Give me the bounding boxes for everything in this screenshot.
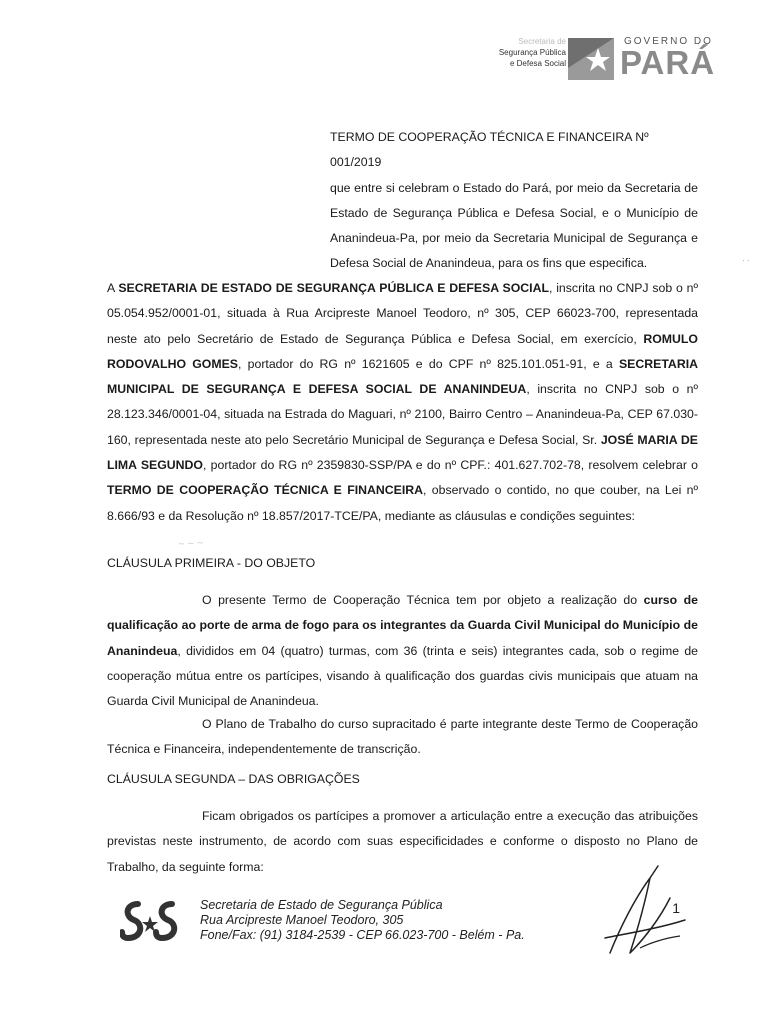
document-subtitle: que entre si celebram o Estado do Pará, por meio da Secretaria de Estado de Segurança Pública e Defesa Social, e o Município de Ananindeua-Pa, por meio da Secretaria Municipal de Segurança e Defesa Social de Ananindeua, para os fins que especifica. [330,180,698,271]
secretario-estado-name: ROMULO RODOVALHO GOMES [107,331,698,371]
clause2-paragraph1: Ficam obrigados os partícipes a promover a articulação entre a execução das atribuições previstas neste instrumento, de acordo com suas especificidades e conforme o disposto no Plano de Trabalho, da seguinte forma: [107,809,698,874]
sesp-logo-icon [120,898,180,950]
margin-mark: · · [742,256,750,265]
clause1-paragraph2: O Plano de Trabalho do curso supracitado é parte integrante deste Termo de Cooperação Técnica e Financeira, independentemente de transcrição. [107,717,698,757]
para-star-flag-icon [568,38,614,80]
preamble-paragraph: A SECRETARIA DE ESTADO DE SEGURANÇA PÚBLICA E DEFESA SOCIAL, inscrita no CNPJ sob o nº 05.054.952/0001-01, situada à Rua Arcipreste Manoel Teodoro, nº 305, CEP 66023-700, representada neste ato pelo Secretário de Estado de Segurança Pública e Defesa Social, em exercício, ROMULO RODOVALHO GOMES, portador do RG nº 1621605 e do CPF nº 825.101.051-91, e a SECRETARIA MUNICIPAL DE SEGURANÇA E DEFESA SOCIAL DE ANANINDEUA, inscrita no CNPJ sob o nº 28.123.346/0001-04, situada na Estrada do Maguari, nº 2100, Bairro Centro – Ananindeua-Pa, CEP 67.030-160, representada neste ato pelo Secretário Municipal de Segurança e Defesa Social, Sr. JOSÉ MARIA DE LIMA SEGUNDO, portador do RG nº 2359830-SSP/PA e do nº CPF.: 401.627.702-78, resolvem celebrar o TERMO DE COOPERAÇÃO TÉCNICA E FINANCEIRA, observado o contido, no que couber, na Lei nº 8.666/93 e da Resolução nº 18.857/2017-TCE/PA, mediante as cláusulas e condições seguintes: [107,281,698,523]
clause2-heading: CLÁUSULA SEGUNDA – DAS OBRIGAÇÕES [107,772,360,786]
footer-address: Secretaria de Estado de Segurança Pública Rua Arcipreste Manoel Teodoro, 305 Fone/Fax: (91) 3184-2539 - CEP 66.023-700 - Belém - Pa. [200,898,525,942]
header-logo [486,28,736,88]
secretaria-municipal-name: SECRETARIA MUNICIPAL DE SEGURANÇA E DEFESA SOCIAL DE ANANINDEUA [107,356,698,397]
termo-name: TERMO DE COOPERAÇÃO TÉCNICA E FINANCEIRA [107,483,424,498]
clause1-heading: CLÁUSULA PRIMEIRA - DO OBJETO [107,556,316,570]
secretaria-logo-text: Secretaria de Segurança Pública e Defesa Social [498,37,566,68]
handwritten-signature [590,858,700,968]
faded-handwriting-mark: ~ ~ ~ [177,537,204,551]
page-number: 1 [672,900,680,916]
secretario-municipal-name: JOSÉ MARIA DE LIMA SEGUNDO [107,432,698,473]
para-wordmark: PARÁ [620,44,716,81]
governo-do-label: GOVERNO DO [624,36,713,47]
secretaria-estado-name: SECRETARIA DE ESTADO DE SEGURANÇA PÚBLICA E DEFESA SOCIAL [118,281,549,295]
title-block [330,125,698,277]
document-title: TERMO DE COOPERAÇÃO TÉCNICA E FINANCEIRA Nº 001/2019 [330,130,649,170]
clause1-paragraph1: O presente Termo de Cooperação Técnica tem por objeto a realização do curso de qualificação ao porte de arma de fogo para os integrantes da Guarda Civil Municipal do Município de Ananindeua, divididos em 04 (quatro) turmas, com 36 (trinta e seis) integrantes cada, sob o regime de cooperação mútua entre os partícipes, visando à qualificação dos guardas civis municipais que atuam na Guarda Civil Municipal de Ananindeua. [107,593,698,709]
clause1-object-bold: curso de qualificação ao porte de arma de fogo para os integrantes da Guarda Civil Municipal do Município de Ananindeua [107,593,698,658]
